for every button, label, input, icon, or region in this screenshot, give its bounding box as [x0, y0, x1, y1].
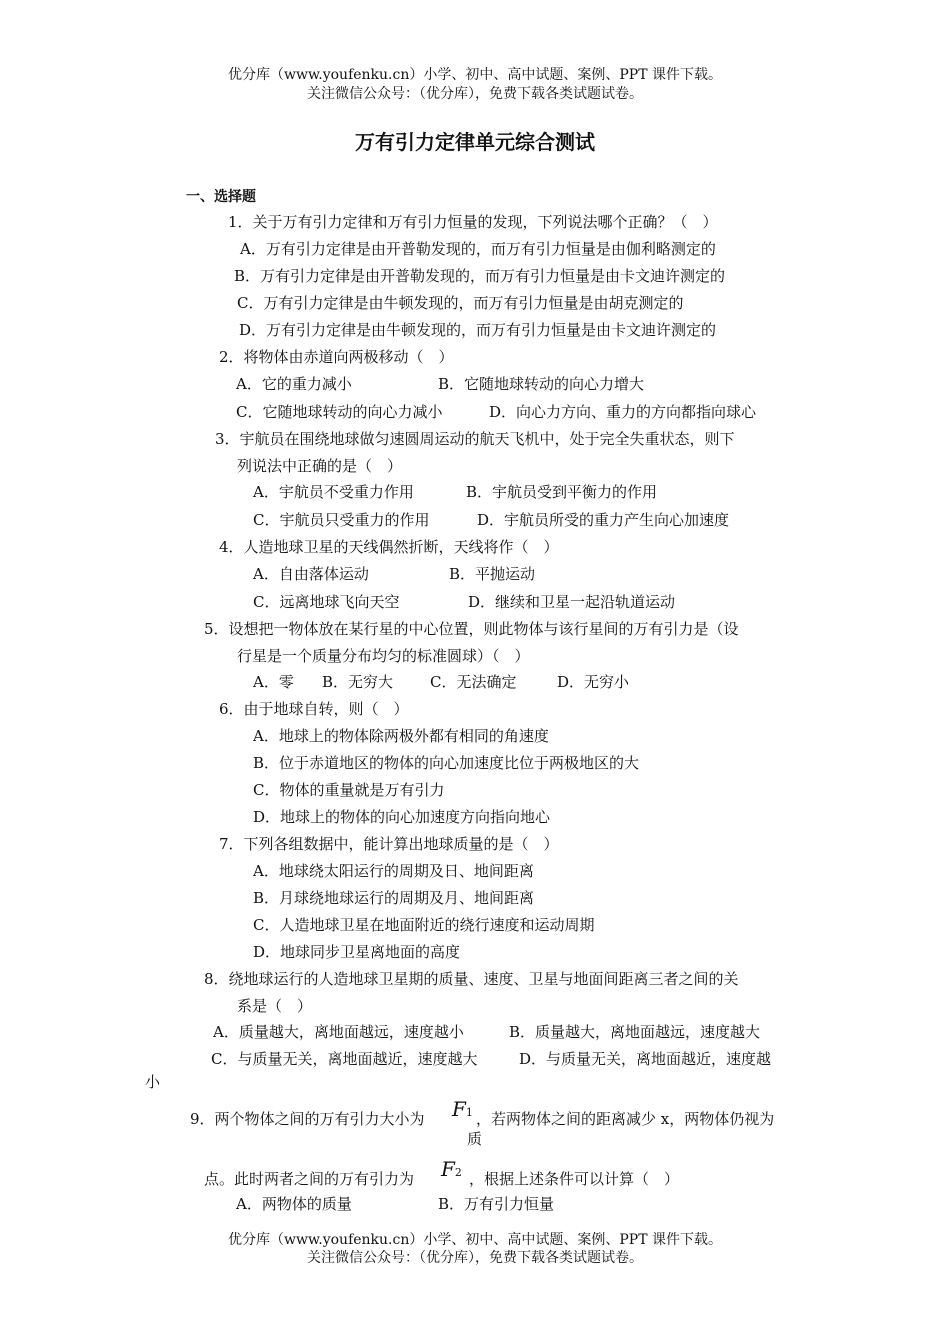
- option-b: B．万有引力恒量: [438, 1195, 555, 1213]
- option-b: B．万有引力定律是由开普勒发现的，而万有引力恒量是由卡文迪许测定的: [234, 267, 726, 285]
- option-c: C．与质量无关，离地面越近，速度越大: [211, 1050, 478, 1068]
- header-line-2: 关注微信公众号：（优分库），免费下载各类试题试卷。: [307, 86, 643, 102]
- option-c: C．远离地球飞向天空: [253, 593, 400, 611]
- option-d-wrap: 小: [145, 1073, 161, 1091]
- option-d: D．地球同步卫星离地面的高度: [253, 943, 461, 961]
- option-b: B．无穷大: [322, 673, 394, 691]
- force-f1-formula: [452, 1097, 473, 1122]
- question-stem-cont: 行星是一个质量分布均匀的标准圆球）（ ）: [237, 647, 530, 665]
- option-c: C．万有引力定律是由牛顿发现的，而万有引力恒量是由胡克测定的: [237, 294, 684, 312]
- question-stem-cont: 系是（ ）: [237, 997, 313, 1015]
- question-stem: 5．设想把一物体放在某行星的中心位置，则此物体与该行星间的万有引力是（设: [204, 620, 739, 638]
- option-d: D．无穷小: [557, 673, 630, 691]
- question-stem-cont: ，若两物体之间的距离减少 x，两物体仍视为: [476, 1110, 775, 1128]
- option-d: D．向心力方向、重力的方向都指向球心: [489, 403, 757, 421]
- option-d: D．万有引力定律是由牛顿发现的，而万有引力恒量是由卡文迪许测定的: [239, 321, 717, 339]
- question-stem: 6．由于地球自转，则（ ）: [219, 700, 409, 718]
- option-b: B．平抛运动: [449, 565, 536, 583]
- question-stem: 4．人造地球卫星的天线偶然折断，天线将作（ ）: [219, 538, 559, 556]
- question-stem: 2．将物体由赤道向两极移动（ ）: [219, 348, 454, 366]
- option-c: C．它随地球转动的向心力减小: [236, 403, 443, 421]
- option-a: A．万有引力定律是由开普勒发现的，而万有引力恒量是由伽利略测定的: [240, 240, 716, 258]
- option-c: C．物体的重量就是万有引力: [253, 781, 445, 799]
- question-stem: 7．下列各组数据中，能计算出地球质量的是（ ）: [219, 835, 559, 853]
- option-a: A．它的重力减小: [236, 375, 352, 393]
- question-stem-wrap: 质: [467, 1130, 483, 1148]
- page-title: 万有引力定律单元综合测试: [355, 130, 595, 154]
- option-a: A．质量越大，离地面越远，速度越小: [213, 1023, 464, 1041]
- option-c: C．宇航员只受重力的作用: [253, 511, 430, 529]
- option-c: C．人造地球卫星在地面附近的绕行速度和运动周期: [253, 916, 595, 934]
- option-b: B．宇航员受到平衡力的作用: [466, 483, 658, 501]
- question-stem-line2-cont: ，根据上述条件可以计算（ ）: [469, 1170, 680, 1188]
- option-b: B．月球绕地球运行的周期及月、地间距离: [253, 889, 535, 907]
- option-d: D．与质量无关，离地面越近，速度越: [519, 1050, 772, 1068]
- question-stem: 3．宇航员在围绕地球做匀速圆周运动的航天飞机中，处于完全失重状态，则下: [215, 430, 735, 448]
- question-stem-cont: 列说法中正确的是（ ）: [237, 457, 403, 475]
- header-line-1: 优分库（www.youfenku.cn）小学、初中、高中试题、案例、PPT 课件下载。: [227, 67, 722, 83]
- f2-subscript: 2: [454, 1166, 462, 1179]
- option-c: C．无法确定: [430, 673, 517, 691]
- footer-line-1: 优分库（www.youfenku.cn）小学、初中、高中试题、案例、PPT 课件下载。: [227, 1232, 722, 1248]
- f1-letter: F: [452, 1097, 466, 1121]
- f2-letter: F: [441, 1157, 455, 1181]
- option-d: D．地球上的物体的向心加速度方向指向地心: [253, 808, 551, 826]
- option-b: B．位于赤道地区的物体的向心加速度比位于两极地区的大: [253, 754, 640, 772]
- question-stem-line2: 点。此时两者之间的万有引力为: [204, 1170, 415, 1188]
- option-a: A．零: [253, 673, 294, 691]
- section-heading: 一、选择题: [186, 189, 256, 205]
- question-stem: 8．绕地球运行的人造地球卫星期的质量、速度、卫星与地面间距离三者之间的关: [204, 970, 739, 988]
- option-a: A．地球绕太阳运行的周期及日、地间距离: [253, 862, 534, 880]
- force-f2-formula: [441, 1157, 462, 1182]
- option-d: D．继续和卫星一起沿轨道运动: [468, 593, 676, 611]
- f1-subscript: 1: [465, 1106, 473, 1119]
- option-b: B．它随地球转动的向心力增大: [438, 375, 645, 393]
- option-b: B．质量越大，离地面越远，速度越大: [509, 1023, 761, 1041]
- option-a: A．两物体的质量: [236, 1195, 352, 1213]
- question-stem: 9．两个物体之间的万有引力大小为: [190, 1110, 425, 1128]
- question-stem: 1．关于万有引力定律和万有引力恒量的发现，下列说法哪个正确？（ ）: [228, 213, 718, 231]
- option-a: A．自由落体运动: [253, 565, 369, 583]
- footer-line-2: 关注微信公众号：（优分库），免费下载各类试题试卷。: [307, 1250, 643, 1266]
- option-a: A．地球上的物体除两极外都有相同的角速度: [253, 727, 549, 745]
- option-a: A．宇航员不受重力作用: [253, 483, 414, 501]
- option-d: D．宇航员所受的重力产生向心加速度: [477, 511, 730, 529]
